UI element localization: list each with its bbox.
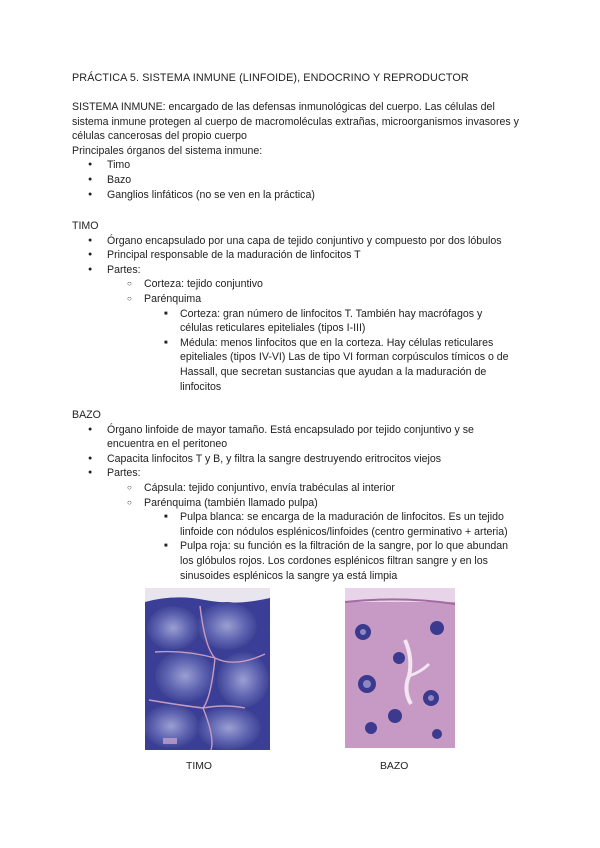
bazo-list [72,423,532,584]
spleen-caption: BAZO [380,761,409,772]
bazo-parenquima-label: Parénquima (también llamado pulpa) [144,496,318,509]
bazo-section [72,408,532,583]
timo-parenquima-label: Parénquima [144,292,202,305]
page-title: PRÁCTICA 5. SISTEMA INMUNE (LINFOIDE), ENDOCRINO Y REPRODUCTOR [72,72,469,84]
spleen-micrograph-drawing [345,588,455,748]
thymus-caption: TIMO [186,761,212,772]
bazo-parenquima-list [144,510,532,583]
list-item: ● Timo [72,158,532,173]
timo-heading: TIMO [72,220,99,232]
list-item: ● Ganglios linfáticos (no se ven en la práctica) [72,188,532,203]
thymus-micrograph-drawing [145,588,270,750]
spleen-micrograph [345,588,455,748]
list-item: ○ Corteza: tejido conjuntivo [107,277,532,292]
thymus-micrograph [145,588,270,750]
timo-partes-list [107,277,532,394]
intro-section [72,100,532,202]
timo-parenquima-list [144,307,532,395]
list-item [107,496,532,584]
list-item: ● Capacita linfocitos T y B, y filtra la sangre destruyendo eritrocitos viejos [72,452,532,467]
list-item: ■ Médula: menos linfocitos que en la corteza. Hay células reticulares epiteliales (tipos IV-VI) Las de tipo VI forman corpúsculos tímicos o de Hassall, que secretan sustancias que ayudan a la maduración de linfocitos [144,336,510,394]
list-item: ● Órgano encapsulado por una capa de tejido conjuntivo y compuesto por dos lóbulos [72,234,532,249]
bazo-partes-list [107,481,532,583]
figures-row [0,588,600,778]
list-item [72,263,532,394]
timo-section [72,219,532,394]
list-item: ■ Corteza: gran número de linfocitos T. También hay macrófagos y células reticulares epiteliales (tipos I-III) [144,307,510,336]
list-item: ● Bazo [72,173,532,188]
list-item: ■ Pulpa roja: su función es la filtración de la sangre, por lo que abundan los glóbulos rojos. Los cordones esplénicos filtran sangre y en los sinusoides esplénicos la sangre ya está limpia [144,539,515,583]
list-item [72,466,532,583]
list-item: ● Principal responsable de la maduración de linfocitos T [72,248,532,263]
timo-list [72,234,532,395]
bazo-heading: BAZO [72,409,101,421]
list-item [107,292,532,394]
timo-partes-label: Partes: [107,263,141,276]
organs-list [72,158,532,202]
list-item: ● Órgano linfoide de mayor tamaño. Está encapsulado por tejido conjuntivo y se encuentra en el peritoneo [72,423,502,452]
intro-paragraph: SISTEMA INMUNE: encargado de las defensas inmunológicas del cuerpo. Las células del sistema inmune protegen al cuerpo de macromoléculas extrañas, microorganismos invasores y células cancerosas del propio cuerpo [72,101,519,143]
list-item: ■ Pulpa blanca: se encarga de la maduración de linfocitos. Es un tejido linfoide con nódulos esplénicos/linfoides (centro germinativo + arteria) [144,510,515,539]
list-item: ○ Cápsula: tejido conjuntivo, envía trabéculas al interior [107,481,532,496]
organs-heading: Principales órganos del sistema inmune: [72,144,263,157]
bazo-partes-label: Partes: [107,467,141,480]
